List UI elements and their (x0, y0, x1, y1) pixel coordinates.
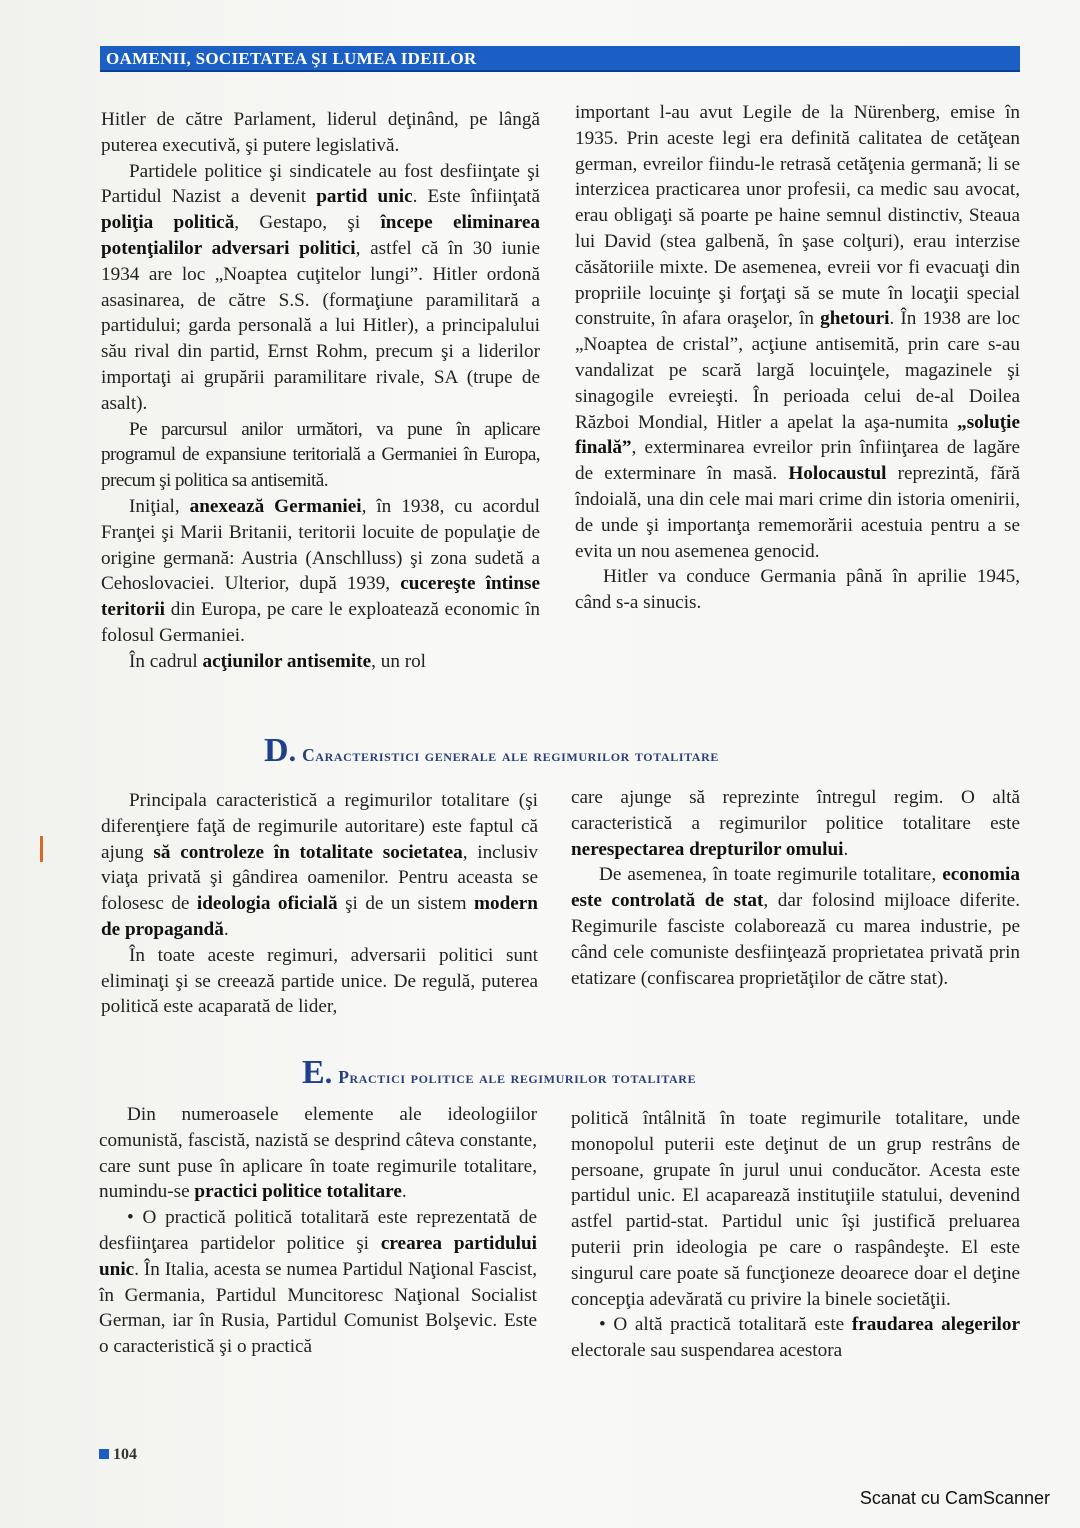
section-d-column-left (101, 788, 538, 1020)
paragraph: Hitler de către Parlament, liderul deţinând, pe lângă puterea executivă, şi putere legislativă. (101, 109, 540, 156)
paragraph: În toate aceste regimuri, adversarii politici sunt eliminaţi şi se creează partide unice. De regulă, puterea politică este acaparată de lider, (101, 944, 538, 1018)
paragraph: politică întâlnită în toate regimurile totalitare, unde monopolul puterii este deţinut de un grup restrâns de persoane, grupate în jurul unui conducător. Acesta este partidul unic. El acaparează instituţiile statului, devenind astfel partid-stat. Partidul unic îşi justifică preluarea puterii prin ideologia pe care o raspândeşte. El este singurul care poate să funcţioneze deoarece doar el deţine concepţia adevărată cu privire la binele societăţii. (571, 1108, 1020, 1310)
paragraph: Partidele politice şi sindicatele au fost desfiinţate şi Partidul Nazist a devenit partid unic. Este înfiinţată poliţia politică, Gestapo, şi începe eliminarea potenţialilor adversari politici, astfel că în 30 iunie 1934 are loc „Noaptea cuţitelor lungi”. Hitler ordonă asasinarea, de către S.S. (formaţiune paramilitară a partidului; garda personală a lui Hitler), a principalului său rival din partid, Ernst Rohm, precum şi a liderilor importaţi ai grupării paramilitare rivale, SA (trupe de asalt). (101, 160, 540, 414)
section-e-heading: E. Practici politice ale regimurilor totalitare (302, 1054, 697, 1091)
section-e-column-right (571, 1106, 1020, 1364)
paragraph: Pe parcursul anilor următori, va pune în aplicare programul de expansiune teritorială a Germaniei în Europa, precum şi politica sa antisemită. (101, 418, 540, 492)
scanner-watermark: Scanat cu CamScanner (859, 1488, 1050, 1508)
section-title: Practici politice ale regimurilor totalitare (338, 1067, 697, 1087)
paragraph: important l-au avut Legile de la Nürenberg, emise în 1935. Prin aceste legi era definită calitatea de cetăţean german, evreilor fiindu-le retrasă cetăţenia germană; li se interzicea practicarea unor profesii, ca medic sau avocat, erau obligaţi să poarte pe haine semnul distinctiv, Steaua lui David (stea galbenă, în şase colţuri), erau interzise căsătoriile mixte. De asemenea, evreii vor fi evacuaţi din propriile locuinţe şi forţaţi să se mute în locaţii special construite, în afara oraşelor, în ghetouri. În 1938 are loc „Noaptea de cristal”, acţiune antisemită, prin care s-au vandalizat pe scară largă locuinţele, magazinele şi sinagogile evreieşti. În perioada celui de-al Doilea Război Mondial, Hitler a apelat la aşa-numita „soluţie finală”, exterminarea evreilor prin înfiinţarea de lagăre de exterminare în masă. Holocaustul reprezintă, fără îndoială, una din cele mai mari crime din istoria omenirii, de unde şi importanţa rememorării acestuia pentru a se evita un nou asemenea genocid. (575, 102, 1020, 562)
section-d-heading: D. Caracteristici generale ale regimurilor totalitare (264, 732, 719, 769)
section-d-column-right (571, 785, 1020, 991)
paragraph: care ajunge să reprezinte întregul regim. O altă caracteristică a regimurilor politice totalitare este nerespectarea drepturilor omului. (571, 787, 1020, 860)
chapter-header-bar (100, 46, 1020, 72)
section-c-column-right (575, 100, 1020, 616)
section-e-column-left (99, 1102, 537, 1360)
section-letter: D (264, 732, 289, 769)
paragraph: Din numeroasele elemente ale ideologiilor comunistă, fascistă, nazistă se desprind câteva constante, care sunt puse în aplicare în toate regimurile totalitare, numindu-se practici politice totalitare. (99, 1104, 537, 1203)
margin-pencil-mark (40, 836, 43, 862)
paragraph: Principala caracteristică a regimurilor totalitare (şi diferenţiere faţă de regimurile autoritare) este faptul că ajung să controleze în totalitate societatea, inclusiv viaţa privată şi gândirea oamenilor. Pentru aceasta se folosesc de ideologia oficială şi de un sistem modern de propagandă. (101, 790, 538, 940)
paragraph: De asemenea, în toate regimurile totalitare, economia este controlată de stat, dar folosind mijloace diferite. Regimurile fasciste colaborează cu marea industrie, pe când cele comuniste desfiinţează proprietatea privată prin etatizare (confiscarea proprietăţilor de către stat). (571, 864, 1020, 989)
page-number: 104 (99, 1446, 137, 1464)
paragraph: • O practică politică totalitară este reprezentată de desfiinţarea partidelor politice şi crearea partidului unic. În Italia, acesta se numea Partidul Naţional Fascist, în Germania, Partidul Muncitoresc Naţional Socialist German, iar în Rusia, Partidul Comunist Bolşevic. Este o caracteristică şi o practică (99, 1207, 537, 1358)
section-c-column-left (101, 107, 540, 675)
paragraph: Hitler va conduce Germania până în aprilie 1945, când s-a sinucis. (575, 566, 1020, 614)
page-number-square-icon (99, 1449, 109, 1459)
section-letter: E (302, 1054, 325, 1091)
paragraph: Iniţial, anexează Germaniei, în 1938, cu acordul Franţei şi Marii Britanii, teritorii locuite de populaţie de origine germană: Austria (Anschlluss) şi zona sudetă a Cehoslovaciei. Ulterior, după 1939, cucereşte întinse teritorii din Europa, pe care le exploatează economic în folosul Germaniei. (101, 495, 540, 646)
paragraph: În cadrul acţiunilor antisemite, un rol (129, 650, 427, 672)
chapter-title: OAMENII, SOCIETATEA ŞI LUMEA IDEILOR (106, 49, 477, 68)
section-title: Caracteristici generale ale regimurilor totalitare (302, 745, 719, 765)
paragraph: • O altă practică totalitară este fraudarea alegerilor electorale sau suspendarea acestora (571, 1314, 1021, 1362)
